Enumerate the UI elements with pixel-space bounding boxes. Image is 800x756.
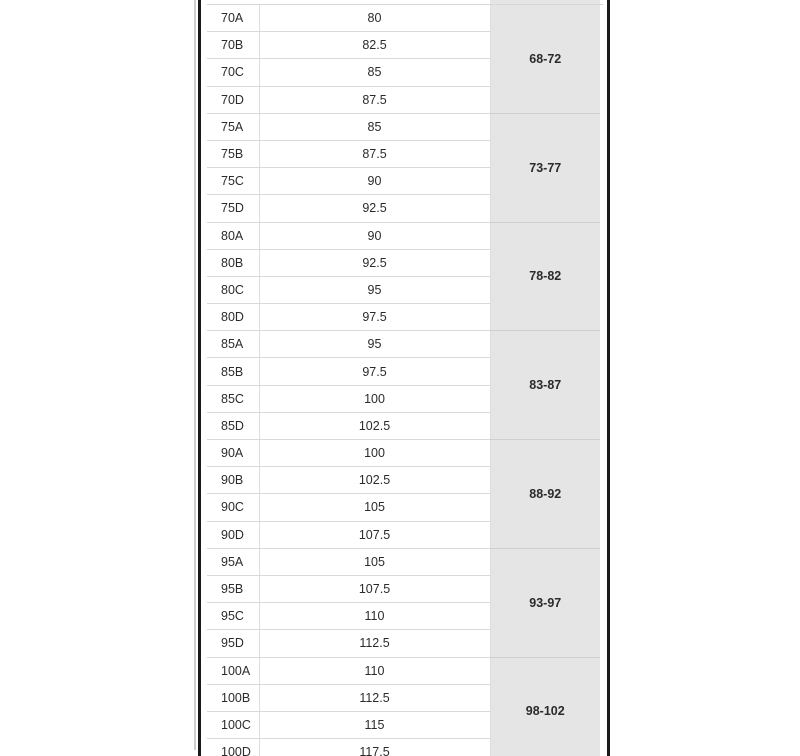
cup-size-cell: 90A — [207, 440, 259, 467]
bust-measurement-cell: 107.5 — [259, 521, 490, 548]
bust-measurement-cell: 100 — [259, 385, 490, 412]
cup-size-cell: 90D — [207, 521, 259, 548]
table-row — [207, 548, 600, 575]
size-chart — [207, 0, 603, 756]
cup-size-cell: 100D — [207, 739, 259, 756]
cup-size-cell: 80D — [207, 304, 259, 331]
bust-measurement-cell: 102.5 — [259, 412, 490, 439]
bust-measurement-cell: 80 — [259, 5, 490, 32]
bust-measurement-cell: 105 — [259, 494, 490, 521]
bust-measurement-cell: 110 — [259, 603, 490, 630]
bust-measurement-cell: 97.5 — [259, 304, 490, 331]
cup-size-cell: 70D — [207, 86, 259, 113]
bust-measurement-cell: 95 — [259, 276, 490, 303]
bust-measurement-cell: 92.5 — [259, 249, 490, 276]
cup-size-cell: 95B — [207, 575, 259, 602]
cup-size-cell: 95A — [207, 548, 259, 575]
size-table-body — [207, 5, 600, 756]
bust-measurement-cell: 102.5 — [259, 467, 490, 494]
cup-size-cell: 100A — [207, 657, 259, 684]
cup-size-cell: 80A — [207, 222, 259, 249]
bust-measurement-cell: 97.5 — [259, 358, 490, 385]
cup-size-cell: 70B — [207, 32, 259, 59]
cup-size-cell: 85B — [207, 358, 259, 385]
frame-shadow — [194, 0, 196, 750]
cup-size-cell: 100C — [207, 711, 259, 738]
cup-size-cell: 75B — [207, 140, 259, 167]
table-row — [207, 331, 600, 358]
cup-size-cell: 100B — [207, 684, 259, 711]
underbust-range-cell: 78-82 — [490, 222, 600, 331]
size-table — [207, 5, 600, 756]
cup-size-cell: 95C — [207, 603, 259, 630]
bust-measurement-cell: 90 — [259, 168, 490, 195]
table-row — [207, 657, 600, 684]
cup-size-cell: 90B — [207, 467, 259, 494]
bust-measurement-cell: 95 — [259, 331, 490, 358]
bust-measurement-cell: 85 — [259, 59, 490, 86]
bust-measurement-cell: 82.5 — [259, 32, 490, 59]
table-row — [207, 440, 600, 467]
table-row — [207, 5, 600, 32]
underbust-range-cell: 73-77 — [490, 113, 600, 222]
cup-size-cell: 85A — [207, 331, 259, 358]
bust-measurement-cell: 110 — [259, 657, 490, 684]
bust-measurement-cell: 87.5 — [259, 86, 490, 113]
bust-measurement-cell: 100 — [259, 440, 490, 467]
underbust-range-cell: 68-72 — [490, 5, 600, 113]
table-row — [207, 222, 600, 249]
cup-size-cell: 85C — [207, 385, 259, 412]
bust-measurement-cell: 117.5 — [259, 739, 490, 756]
bust-measurement-cell: 107.5 — [259, 575, 490, 602]
bust-measurement-cell: 105 — [259, 548, 490, 575]
bust-measurement-cell: 87.5 — [259, 140, 490, 167]
cup-size-cell: 80C — [207, 276, 259, 303]
bust-measurement-cell: 112.5 — [259, 630, 490, 657]
cup-size-cell: 90C — [207, 494, 259, 521]
bust-measurement-cell: 92.5 — [259, 195, 490, 222]
underbust-range-cell: 93-97 — [490, 548, 600, 657]
bust-measurement-cell: 90 — [259, 222, 490, 249]
cup-size-cell: 70A — [207, 5, 259, 32]
bust-measurement-cell: 85 — [259, 113, 490, 140]
cup-size-cell: 95D — [207, 630, 259, 657]
underbust-range-cell: 98-102 — [490, 657, 600, 756]
table-row — [207, 113, 600, 140]
cup-size-cell: 80B — [207, 249, 259, 276]
cup-size-cell: 75C — [207, 168, 259, 195]
cup-size-cell: 70C — [207, 59, 259, 86]
bust-measurement-cell: 115 — [259, 711, 490, 738]
bust-measurement-cell: 112.5 — [259, 684, 490, 711]
underbust-range-cell: 83-87 — [490, 331, 600, 440]
document-frame — [198, 0, 610, 756]
cup-size-cell: 85D — [207, 412, 259, 439]
underbust-range-cell: 88-92 — [490, 440, 600, 549]
cup-size-cell: 75A — [207, 113, 259, 140]
cup-size-cell: 75D — [207, 195, 259, 222]
